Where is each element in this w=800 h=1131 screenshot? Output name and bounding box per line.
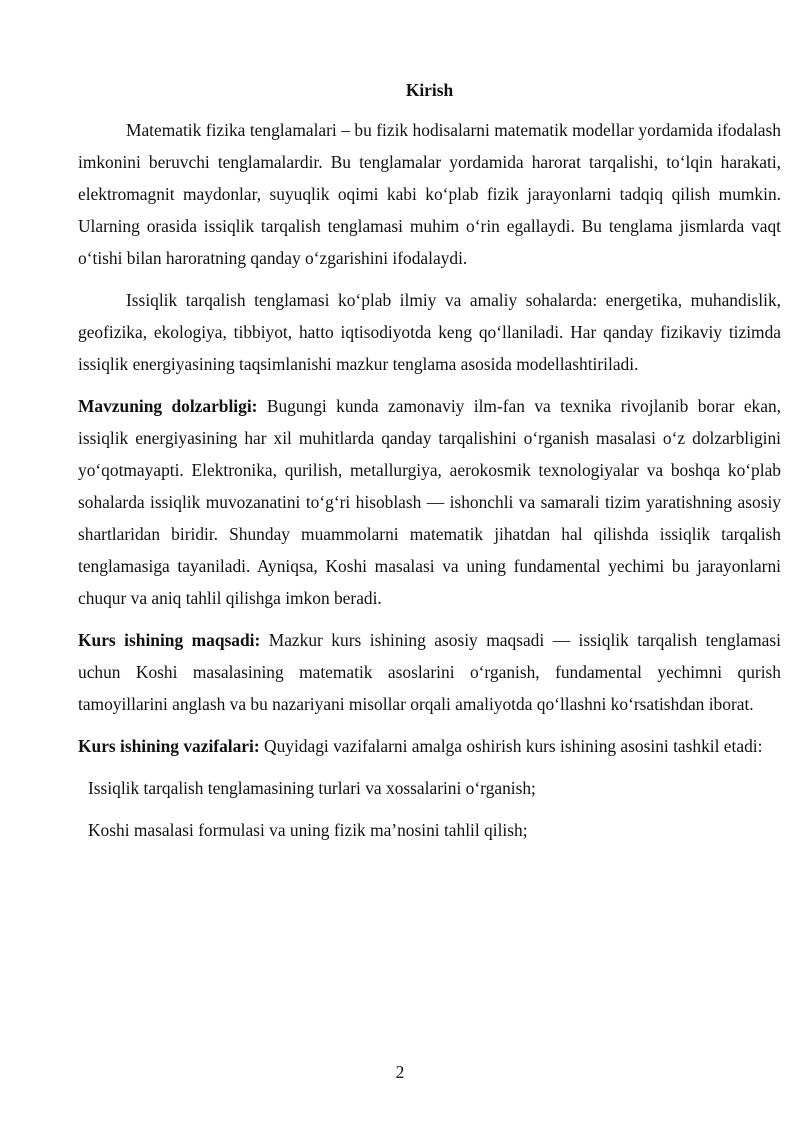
tasks-paragraph (78, 730, 781, 762)
tasks-list (78, 772, 781, 846)
relevance-text: Bugungi kunda zamonaviy ilm-fan va texnika rivojlanib borar ekan, issiqlik energiyasining har xil muhitlarda qanday tarqalishini o‘rganish masalasi o‘z dolzarbligini yo‘qotmayapti. Elektronika, qurilish, metallurgiya, aerokosmik texnologiyalar va boshqa ko‘plab sohalarda issiqlik muvozanatini to‘g‘ri hisoblash — ishonchli va samarali tizim yaratishning asosiy shartlaridan biridir. Shunday muammolarni matematik jihatdan hal qilishda issiqlik tarqalish tenglamasiga tayaniladi. Ayniqsa, Koshi masalasi va uning fundamental yechimi bu jarayonlarni chuqur va aniq tahlil qilishga imkon beradi. (78, 396, 781, 608)
goal-paragraph (78, 624, 781, 720)
relevance-heading: Mavzuning dolzarbligi: (78, 396, 258, 416)
page-number: 2 (395, 1062, 405, 1082)
tasks-heading: Kurs ishining vazifalari: (78, 736, 260, 756)
section-title: Kirish (405, 80, 454, 100)
intro-paragraph-1: Matematik fizika tenglamalari – bu fizik hodisalarni matematik modellar yordamida ifodalash imkonini beruvchi tenglamalardir. Bu tenglamalar yordamida harorat tarqalishi, to‘lqin harakati, elektromagnit maydonlar, suyuqlik oqimi kabi ko‘plab fizik jarayonlarni tadqiq qilish mumkin. Ularning orasida issiqlik tarqalish tenglamasi muhim o‘rin egallaydi. Bu tenglama jismlarda vaqt o‘tishi bilan haroratning qanday o‘zgarishini ifodalaydi. (78, 120, 781, 268)
goal-text: Mazkur kurs ishining asosiy maqsadi — issiqlik tarqalish tenglamasi uchun Koshi masalasining matematik asoslarini o‘rganish, fundamental yechimni qurish tamoyillarini anglash va bu nazariyani misollar orqali amaliyotda qo‘llashni ko‘rsatishdan iborat. (78, 630, 782, 714)
relevance-paragraph (78, 390, 781, 614)
document-page (78, 74, 781, 856)
tasks-text: Quyidagi vazifalarni amalga oshirish kurs ishining asosini tashkil etadi: (259, 736, 763, 756)
goal-heading: Kurs ishining maqsadi: (78, 630, 261, 650)
task-item: Koshi masalasi formulasi va uning fizik ma’nosini tahlil qilish; (88, 820, 528, 840)
intro-paragraph-2: Issiqlik tarqalish tenglamasi ko‘plab ilmiy va amaliy sohalarda: energetika, muhandislik, geofizika, ekologiya, tibbiyot, hatto iqtisodiyotda keng qo‘llaniladi. Har qanday fizikaviy tizimda issiqlik energiyasining taqsimlanishi mazkur tenglama asosida modellashtiriladi. (78, 290, 781, 374)
task-item: Issiqlik tarqalish tenglamasining turlari va xossalarini o‘rganish; (88, 778, 536, 798)
